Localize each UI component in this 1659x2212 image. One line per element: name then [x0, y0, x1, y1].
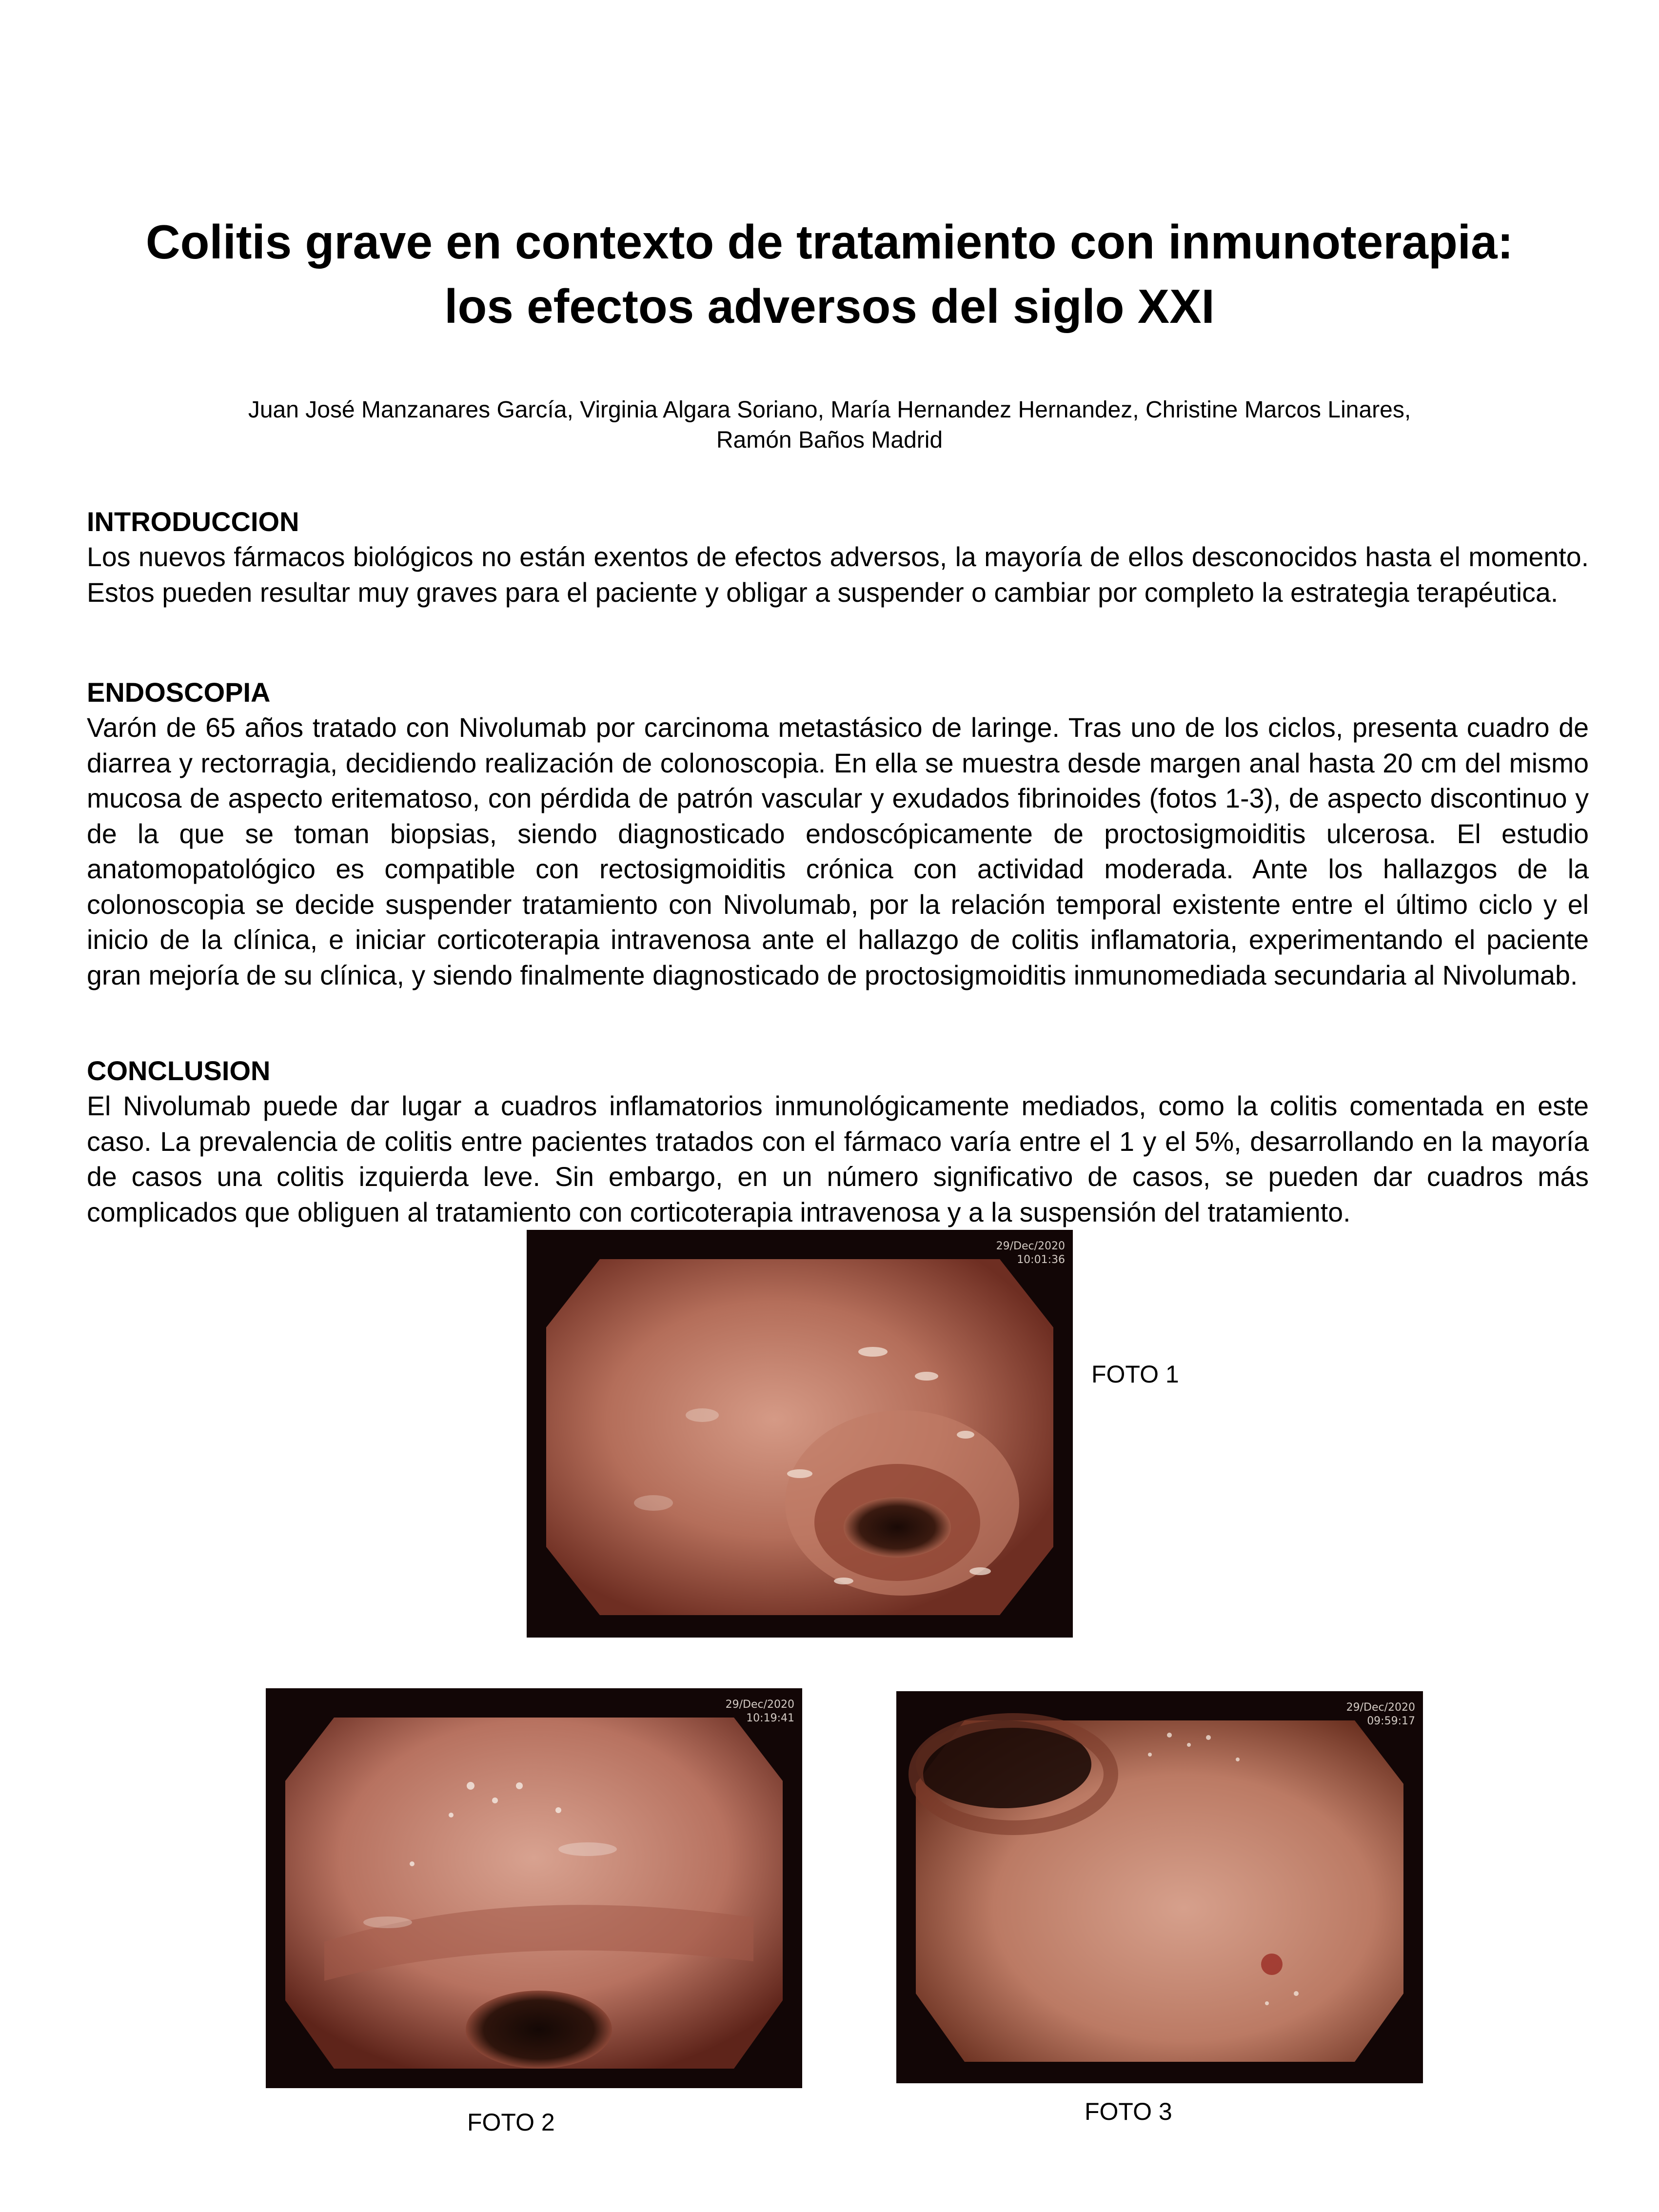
photo-caption-2: FOTO 2	[467, 2109, 555, 2136]
section-endoscopia	[87, 675, 1589, 993]
section-introduccion	[87, 504, 1589, 610]
paper-title-line-1: Colitis grave en contexto de tratamiento con inmunoterapia:	[145, 215, 1514, 269]
section-conclusion	[87, 1053, 1589, 1230]
section-heading: CONCLUSION	[87, 1055, 271, 1086]
section-heading: INTRODUCCION	[87, 506, 299, 537]
paper-title-line-2: los efectos adversos del siglo XXI	[444, 279, 1215, 333]
section-body: Varón de 65 años tratado con Nivolumab por carcinoma metastásico de laringe. Tras uno de los ciclos, presenta cuadro de diarrea y rectorragia, decidiendo realización de colonoscopia. En ella se muestra desde margen anal hasta 20 cm del mismo mucosa de aspecto eritematoso, con pérdida de patrón vascular y exudados fibrinoides (fotos 1-3), de aspecto discontinuo y de la que se toman biopsias, siendo diagnosticado endoscópicamente de proctosigmoiditis ulcerosa. El estudio anatomopatológico es compatible con rectosigmoiditis crónica con actividad moderada. Ante los hallazgos de la colonoscopia se decide suspender tratamiento con Nivolumab, por la relación temporal existente entre el último ciclo y el inicio de la clínica, e iniciar corticoterapia intravenosa ante el hallazgo de colitis inflamatoria, experimentando el paciente gran mejoría de su clínica, y siendo finalmente diagnosticado de proctosigmoiditis inmunomediada secundaria al Nivolumab.	[87, 712, 1589, 990]
author-list-line-2: Ramón Baños Madrid	[716, 427, 943, 453]
endoscopy-photo-2	[266, 1688, 802, 2088]
photo-timestamp: 29/Dec/2020 10:01:36	[996, 1240, 1065, 1266]
author-list	[0, 395, 1659, 455]
photo-timestamp: 29/Dec/2020 10:19:41	[725, 1698, 794, 1724]
photo-caption-3: FOTO 3	[1085, 2098, 1172, 2125]
endoscopy-photo-3	[896, 1691, 1423, 2083]
endoscopy-image-1	[527, 1230, 1073, 1638]
section-body: Los nuevos fármacos biológicos no están exentos de efectos adversos, la mayoría de ellos desconocidos hasta el momento. Estos pueden resultar muy graves para el paciente y obligar a suspender o cambiar por completo la estrategia terapéutica.	[87, 542, 1589, 608]
endoscopy-photo-1	[527, 1230, 1073, 1638]
photo-caption-1: FOTO 1	[1091, 1361, 1179, 1388]
author-list-line-1: Juan José Manzanares García, Virginia Algara Soriano, María Hernandez Hernandez, Christine Marcos Linares,	[248, 397, 1411, 423]
photo-timestamp: 29/Dec/2020 09:59:17	[1346, 1701, 1415, 1727]
section-heading: ENDOSCOPIA	[87, 677, 271, 708]
section-body: El Nivolumab puede dar lugar a cuadros inflamatorios inmunológicamente mediados, como la colitis comentada en este caso. La prevalencia de colitis entre pacientes tratados con el fármaco varía entre el 1 y el 5%, desarrollando en la mayoría de casos una colitis izquierda leve. Sin embargo, en un número significativo de casos, se pueden dar cuadros más complicados que obliguen al tratamiento con corticoterapia intravenosa y a la suspensión del tratamiento.	[87, 1091, 1589, 1227]
endoscopy-image-3	[896, 1691, 1423, 2083]
paper-title	[0, 210, 1659, 338]
endoscopy-image-2	[266, 1688, 802, 2088]
